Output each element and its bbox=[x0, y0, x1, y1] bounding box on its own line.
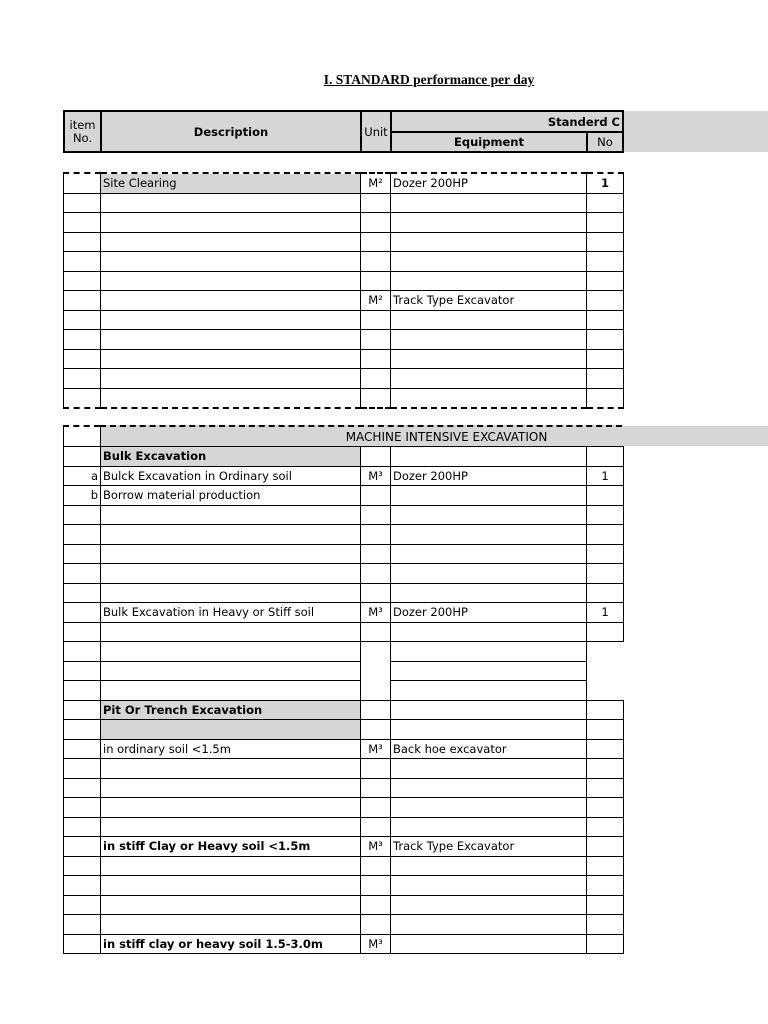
equipment-cell bbox=[391, 525, 587, 545]
table-row bbox=[64, 739, 624, 759]
count-cell bbox=[587, 447, 624, 467]
equipment-cell bbox=[391, 505, 587, 525]
unit-cell bbox=[361, 330, 391, 350]
unit-cell bbox=[361, 505, 391, 525]
count-cell bbox=[587, 232, 624, 252]
section1-table bbox=[63, 172, 624, 409]
description-cell: in stiff Clay or Heavy soil <1.5m bbox=[101, 837, 361, 857]
table-row bbox=[64, 252, 624, 272]
equipment-cell bbox=[391, 915, 587, 935]
item-cell bbox=[64, 310, 101, 330]
description-cell bbox=[101, 895, 361, 915]
description-cell bbox=[101, 817, 361, 837]
item-cell bbox=[64, 817, 101, 837]
count-cell bbox=[587, 759, 624, 779]
equipment-cell: Track Type Excavator bbox=[391, 291, 587, 311]
equipment-cell bbox=[391, 232, 587, 252]
equipment-cell bbox=[391, 330, 587, 350]
equipment-cell bbox=[391, 271, 587, 291]
description-cell bbox=[101, 213, 361, 233]
equipment-cell: Dozer 200HP bbox=[391, 603, 587, 623]
item-cell bbox=[64, 700, 101, 720]
count-cell bbox=[587, 369, 624, 389]
table-row bbox=[64, 778, 624, 798]
unit-cell: M² bbox=[361, 173, 391, 193]
description-cell bbox=[101, 505, 361, 525]
table-row bbox=[64, 603, 624, 623]
count-cell bbox=[587, 349, 624, 369]
equipment-cell bbox=[391, 349, 587, 369]
equipment-cell bbox=[391, 681, 587, 701]
item-cell bbox=[64, 369, 101, 389]
equipment-cell: Back hoe excavator bbox=[391, 739, 587, 759]
count-cell: 1 bbox=[587, 603, 624, 623]
count-cell bbox=[587, 661, 624, 681]
equipment-cell bbox=[391, 895, 587, 915]
item-cell bbox=[64, 778, 101, 798]
count-cell: 1 bbox=[587, 173, 624, 193]
count-cell: 1 bbox=[587, 466, 624, 486]
item-cell bbox=[64, 720, 101, 740]
table-row bbox=[64, 622, 624, 642]
table-row bbox=[64, 876, 624, 896]
table-row bbox=[64, 232, 624, 252]
description-cell bbox=[101, 349, 361, 369]
header-equipment: Equipment bbox=[390, 131, 588, 153]
unit-cell bbox=[361, 310, 391, 330]
count-cell bbox=[587, 310, 624, 330]
header-item-no bbox=[63, 110, 102, 153]
equipment-cell bbox=[391, 778, 587, 798]
count-cell bbox=[587, 544, 624, 564]
table-row bbox=[64, 642, 624, 662]
description-cell bbox=[101, 681, 361, 701]
description-cell bbox=[101, 583, 361, 603]
item-cell bbox=[64, 622, 101, 642]
unit-cell bbox=[361, 622, 391, 642]
count-cell bbox=[587, 915, 624, 935]
item-cell bbox=[64, 759, 101, 779]
table-row bbox=[64, 525, 624, 545]
item-cell bbox=[64, 173, 101, 193]
item-cell bbox=[64, 291, 101, 311]
description-cell bbox=[101, 642, 361, 662]
unit-cell bbox=[361, 720, 391, 740]
header-standard: Standerd C bbox=[390, 110, 624, 133]
description-cell bbox=[101, 544, 361, 564]
equipment-cell bbox=[391, 876, 587, 896]
unit-cell bbox=[361, 778, 391, 798]
count-cell bbox=[587, 622, 624, 642]
header-description: Description bbox=[100, 110, 362, 153]
description-cell bbox=[101, 193, 361, 213]
equipment-cell bbox=[391, 642, 587, 662]
table-row bbox=[64, 388, 624, 408]
description-cell bbox=[101, 252, 361, 272]
item-cell bbox=[64, 544, 101, 564]
equipment-cell bbox=[391, 447, 587, 467]
unit-cell bbox=[361, 447, 391, 467]
description-cell: Pit Or Trench Excavation bbox=[101, 700, 361, 720]
unit-cell bbox=[361, 544, 391, 564]
description-cell: Bulk Excavation bbox=[101, 447, 361, 467]
count-cell bbox=[587, 934, 624, 954]
equipment-cell bbox=[391, 486, 587, 506]
description-cell bbox=[101, 271, 361, 291]
table-row bbox=[64, 271, 624, 291]
unit-cell bbox=[361, 759, 391, 779]
unit-cell bbox=[361, 486, 391, 506]
section2-table bbox=[63, 446, 624, 954]
equipment-cell bbox=[391, 759, 587, 779]
item-cell bbox=[64, 388, 101, 408]
equipment-cell: Dozer 200HP bbox=[391, 466, 587, 486]
equipment-cell bbox=[391, 798, 587, 818]
count-cell bbox=[587, 525, 624, 545]
table-row bbox=[64, 934, 624, 954]
unit-cell bbox=[361, 642, 391, 662]
count-cell bbox=[587, 895, 624, 915]
equipment-cell bbox=[391, 700, 587, 720]
equipment-cell bbox=[391, 193, 587, 213]
description-cell: Bulk Excavation in Heavy or Stiff soil bbox=[101, 603, 361, 623]
item-cell bbox=[64, 271, 101, 291]
unit-cell bbox=[361, 271, 391, 291]
item-cell bbox=[64, 661, 101, 681]
item-cell bbox=[64, 330, 101, 350]
table-row bbox=[64, 349, 624, 369]
description-cell bbox=[101, 798, 361, 818]
table-row bbox=[64, 895, 624, 915]
description-cell bbox=[101, 915, 361, 935]
item-cell bbox=[64, 837, 101, 857]
count-cell bbox=[587, 681, 624, 701]
equipment-cell bbox=[391, 310, 587, 330]
description-cell bbox=[101, 759, 361, 779]
item-cell bbox=[64, 915, 101, 935]
unit-cell: M² bbox=[361, 291, 391, 311]
item-cell bbox=[64, 564, 101, 584]
item-cell bbox=[64, 252, 101, 272]
unit-cell bbox=[361, 915, 391, 935]
equipment-cell bbox=[391, 934, 587, 954]
table-row bbox=[64, 798, 624, 818]
page-title: I. STANDARD performance per day bbox=[323, 72, 535, 87]
item-cell: a bbox=[64, 466, 101, 486]
description-cell bbox=[101, 388, 361, 408]
count-cell bbox=[587, 505, 624, 525]
equipment-cell bbox=[391, 213, 587, 233]
table-row bbox=[64, 661, 624, 681]
table-row bbox=[64, 466, 624, 486]
item-cell bbox=[64, 525, 101, 545]
section2-title: MACHINE INTENSIVE EXCAVATION bbox=[100, 425, 622, 446]
description-cell: Site Clearing bbox=[101, 173, 361, 193]
count-cell bbox=[587, 213, 624, 233]
table-row bbox=[64, 193, 624, 213]
description-cell: in stiff clay or heavy soil 1.5-3.0m bbox=[101, 934, 361, 954]
description-cell: Bulck Excavation in Ordinary soil bbox=[101, 466, 361, 486]
unit-cell bbox=[361, 213, 391, 233]
unit-cell bbox=[361, 193, 391, 213]
table-row bbox=[64, 173, 624, 193]
description-cell bbox=[101, 661, 361, 681]
unit-cell bbox=[361, 252, 391, 272]
equipment-cell bbox=[391, 720, 587, 740]
header-item-label: item bbox=[69, 117, 96, 132]
header-unit: Unit bbox=[360, 110, 392, 153]
unit-cell bbox=[361, 700, 391, 720]
count-cell bbox=[587, 817, 624, 837]
item-cell bbox=[64, 934, 101, 954]
table-row bbox=[64, 291, 624, 311]
item-cell bbox=[64, 895, 101, 915]
unit-cell bbox=[361, 681, 391, 701]
description-cell: Borrow material production bbox=[101, 486, 361, 506]
table-row bbox=[64, 681, 624, 701]
item-cell: b bbox=[64, 486, 101, 506]
item-cell bbox=[64, 349, 101, 369]
item-cell bbox=[64, 856, 101, 876]
table-row bbox=[64, 720, 624, 740]
count-cell bbox=[587, 720, 624, 740]
equipment-cell bbox=[391, 622, 587, 642]
table-row bbox=[64, 759, 624, 779]
equipment-cell bbox=[391, 583, 587, 603]
unit-cell bbox=[361, 388, 391, 408]
unit-cell: M³ bbox=[361, 466, 391, 486]
count-cell bbox=[587, 837, 624, 857]
equipment-cell bbox=[391, 544, 587, 564]
unit-cell bbox=[361, 369, 391, 389]
unit-cell bbox=[361, 817, 391, 837]
count-cell bbox=[587, 778, 624, 798]
table-row bbox=[64, 856, 624, 876]
table-row bbox=[64, 310, 624, 330]
description-cell bbox=[101, 856, 361, 876]
item-cell bbox=[64, 193, 101, 213]
table-row bbox=[64, 583, 624, 603]
equipment-cell bbox=[391, 661, 587, 681]
count-cell bbox=[587, 271, 624, 291]
description-cell bbox=[101, 564, 361, 584]
count-cell bbox=[587, 564, 624, 584]
count-cell bbox=[587, 252, 624, 272]
equipment-cell: Track Type Excavator bbox=[391, 837, 587, 857]
table-row bbox=[64, 505, 624, 525]
table-row bbox=[64, 837, 624, 857]
count-cell bbox=[587, 486, 624, 506]
table-row bbox=[64, 330, 624, 350]
unit-cell: M³ bbox=[361, 837, 391, 857]
unit-cell: M³ bbox=[361, 934, 391, 954]
table-row bbox=[64, 544, 624, 564]
item-cell bbox=[64, 232, 101, 252]
count-cell bbox=[587, 642, 624, 662]
description-cell: in ordinary soil <1.5m bbox=[101, 739, 361, 759]
equipment-cell bbox=[391, 388, 587, 408]
count-cell bbox=[587, 876, 624, 896]
description-cell bbox=[101, 720, 361, 740]
count-cell bbox=[587, 739, 624, 759]
item-cell bbox=[64, 447, 101, 467]
table-row bbox=[64, 915, 624, 935]
description-cell bbox=[101, 291, 361, 311]
table-row bbox=[64, 700, 624, 720]
equipment-cell bbox=[391, 856, 587, 876]
unit-cell bbox=[361, 232, 391, 252]
count-cell bbox=[587, 583, 624, 603]
table-row bbox=[64, 486, 624, 506]
equipment-cell bbox=[391, 252, 587, 272]
equipment-cell bbox=[391, 817, 587, 837]
header-no: No bbox=[586, 131, 624, 153]
unit-cell bbox=[361, 349, 391, 369]
unit-cell: M³ bbox=[361, 739, 391, 759]
item-cell bbox=[64, 213, 101, 233]
count-cell bbox=[587, 193, 624, 213]
header-no-label: No. bbox=[72, 130, 93, 145]
description-cell bbox=[101, 330, 361, 350]
header-gray-band bbox=[622, 111, 768, 152]
unit-cell bbox=[361, 525, 391, 545]
unit-cell bbox=[361, 856, 391, 876]
equipment-cell bbox=[391, 369, 587, 389]
count-cell bbox=[587, 330, 624, 350]
table-row bbox=[64, 369, 624, 389]
description-cell bbox=[101, 310, 361, 330]
item-cell bbox=[64, 583, 101, 603]
table-row bbox=[64, 564, 624, 584]
item-cell bbox=[64, 681, 101, 701]
item-cell bbox=[64, 739, 101, 759]
item-cell bbox=[64, 798, 101, 818]
equipment-cell: Dozer 200HP bbox=[391, 173, 587, 193]
unit-cell: M³ bbox=[361, 603, 391, 623]
unit-cell bbox=[361, 583, 391, 603]
item-cell bbox=[64, 876, 101, 896]
item-cell bbox=[64, 505, 101, 525]
description-cell bbox=[101, 369, 361, 389]
unit-cell bbox=[361, 798, 391, 818]
section2-gray-band bbox=[622, 426, 768, 446]
description-cell bbox=[101, 778, 361, 798]
unit-cell bbox=[361, 876, 391, 896]
table-row bbox=[64, 213, 624, 233]
count-cell bbox=[587, 798, 624, 818]
table-row bbox=[64, 447, 624, 467]
count-cell bbox=[587, 291, 624, 311]
table-row bbox=[64, 817, 624, 837]
item-cell bbox=[64, 603, 101, 623]
description-cell bbox=[101, 232, 361, 252]
equipment-cell bbox=[391, 564, 587, 584]
count-cell bbox=[587, 700, 624, 720]
count-cell bbox=[587, 856, 624, 876]
item-cell bbox=[64, 642, 101, 662]
description-cell bbox=[101, 622, 361, 642]
count-cell bbox=[587, 388, 624, 408]
description-cell bbox=[101, 525, 361, 545]
unit-cell bbox=[361, 895, 391, 915]
section2-corner bbox=[63, 425, 100, 446]
unit-cell bbox=[361, 564, 391, 584]
description-cell bbox=[101, 876, 361, 896]
unit-cell bbox=[361, 661, 391, 681]
